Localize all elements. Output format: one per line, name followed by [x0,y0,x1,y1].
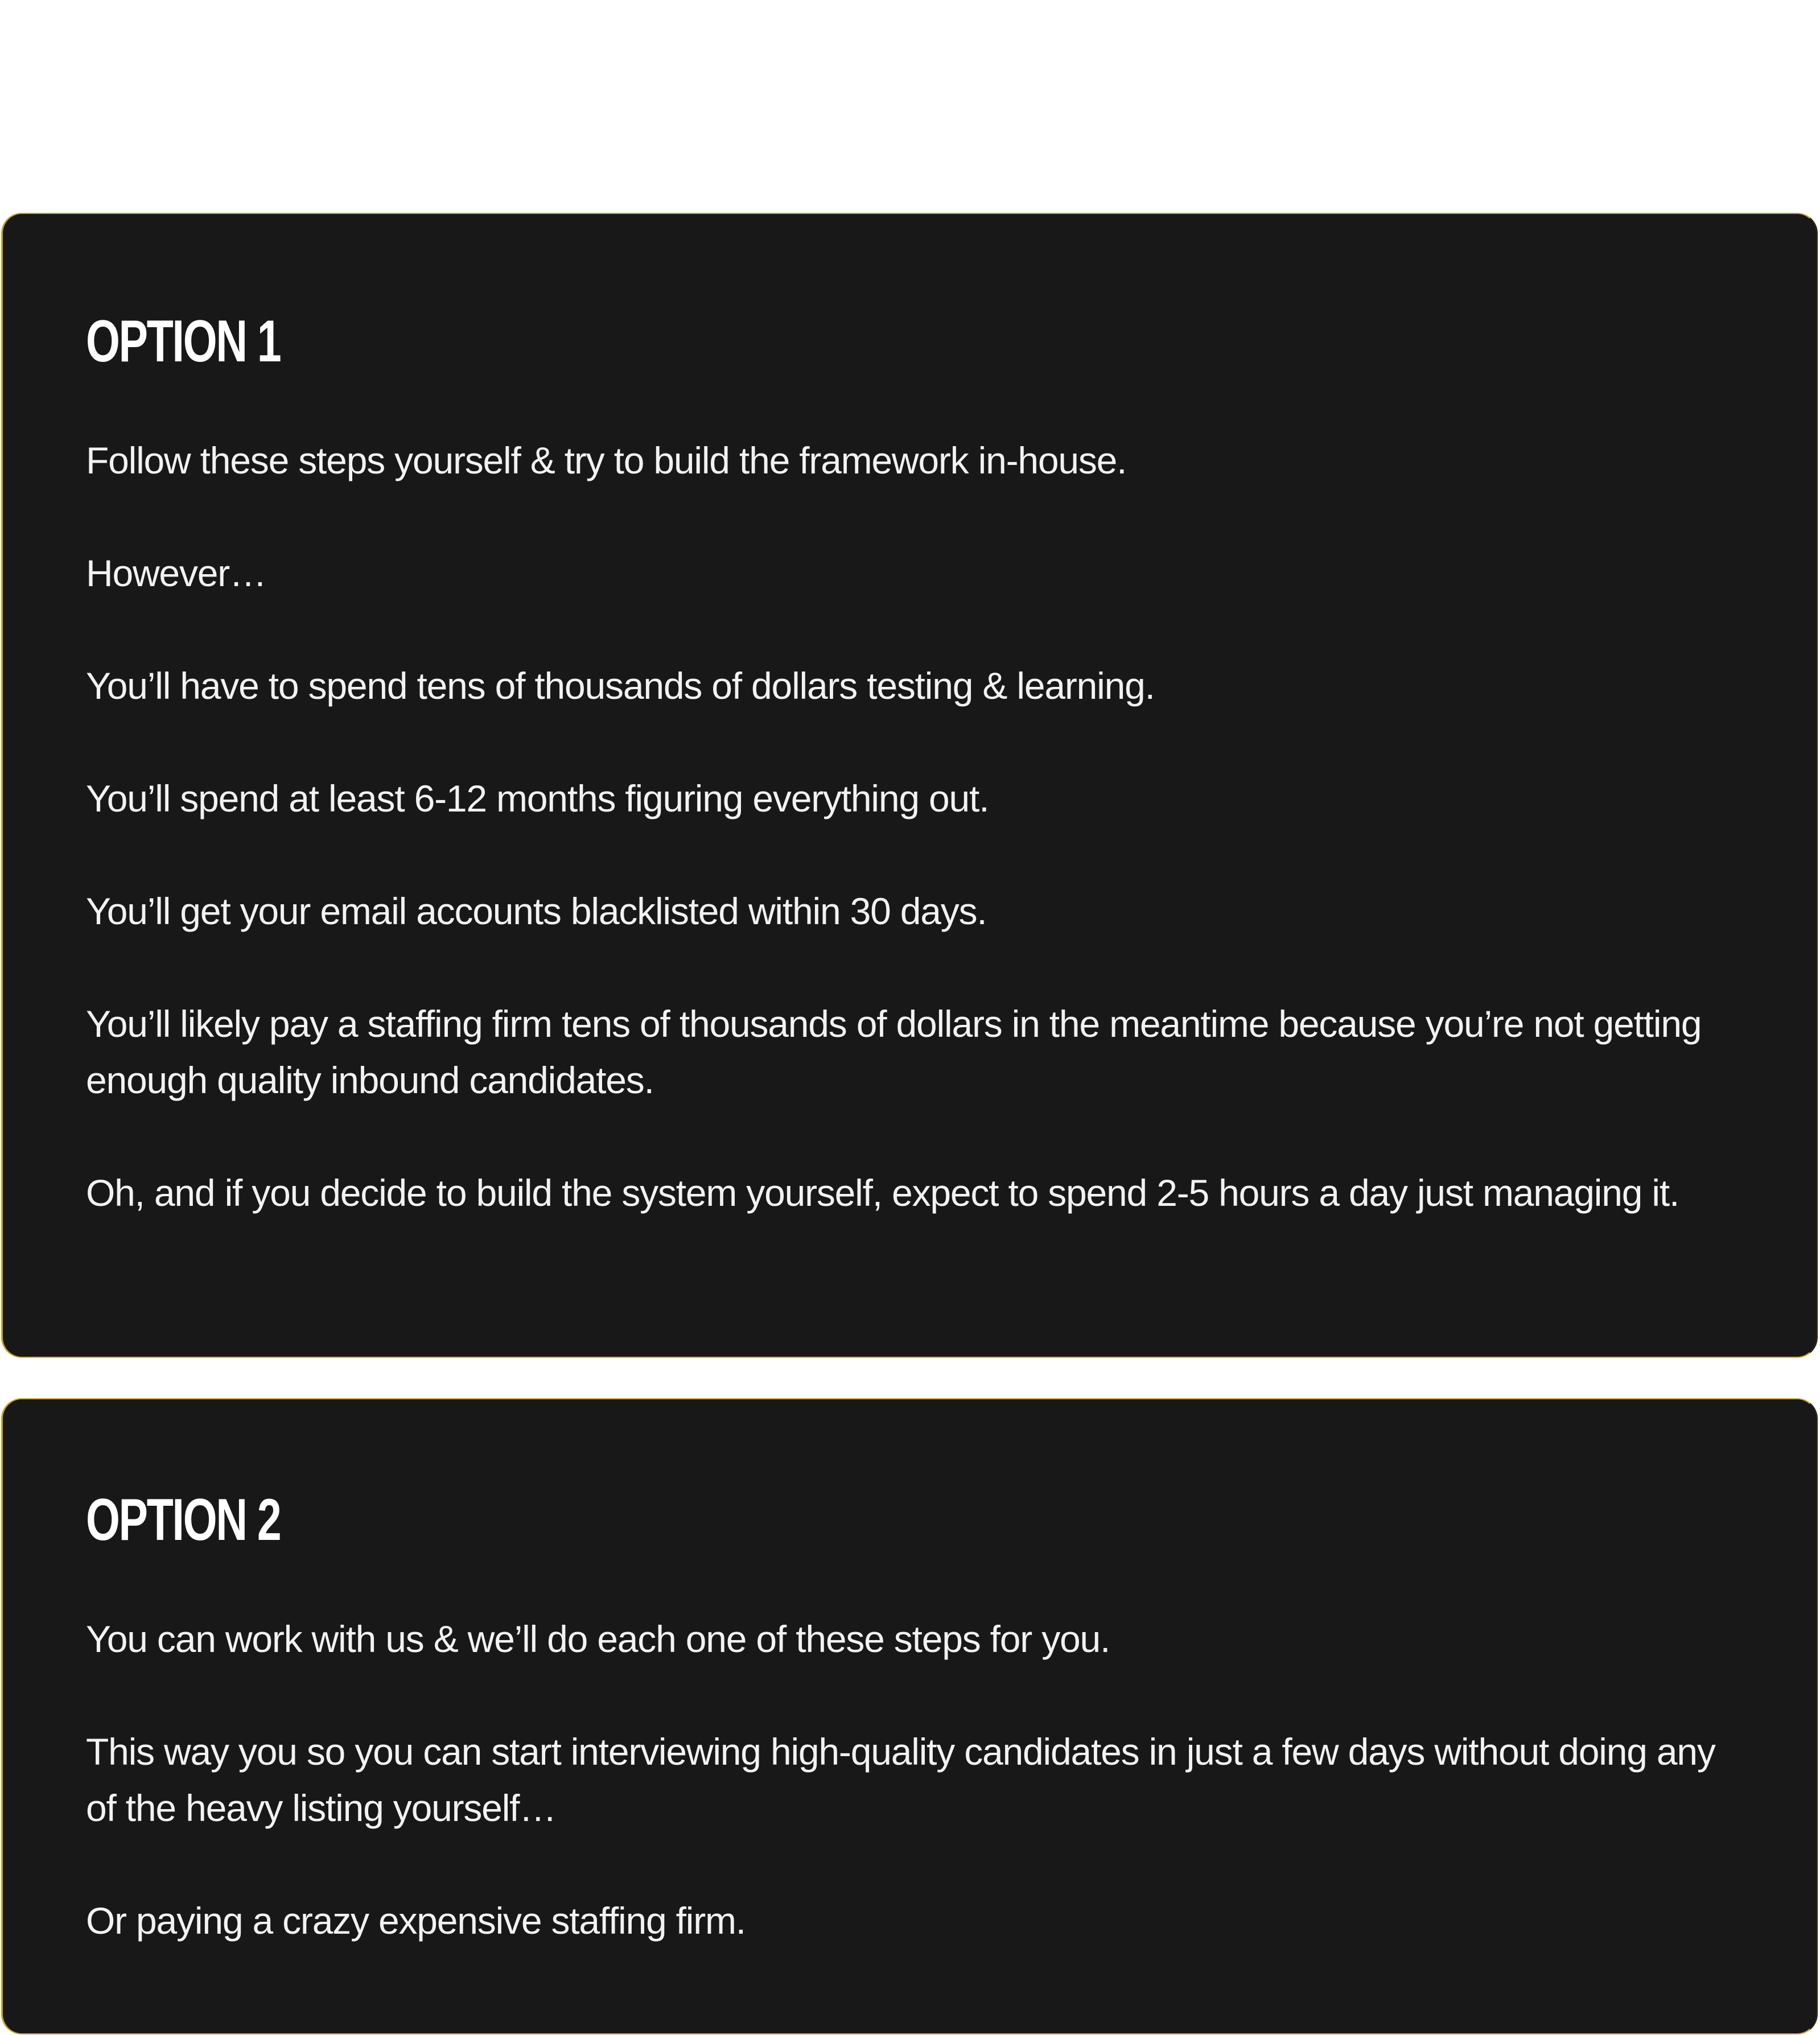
option-1-title: OPTION 1 [86,308,281,374]
option-2-paragraph: You can work with us & we’ll do each one of these steps for you. [86,1618,1110,1660]
option-1-paragraph: However… [86,552,266,594]
option-2-paragraph: Or paying a crazy expensive staffing firm. [86,1900,746,1942]
option-2-paragraph: This way you so you can start interviewing high-quality candidates in just a few days without doing any of the heavy listing yourself… [86,1731,1715,1829]
option-1-paragraph: Follow these steps yourself & try to build the framework in-house. [86,439,1127,481]
option-1-card [1,213,1818,1358]
option-1-paragraph: Oh, and if you decide to build the system yourself, expect to spend 2-5 hours a day just managing it. [86,1172,1679,1214]
option-1-paragraph: You’ll spend at least 6-12 months figuring everything out. [86,777,989,819]
option-1-paragraph: You’ll have to spend tens of thousands of dollars testing & learning. [86,665,1155,707]
option-1-body [86,432,1733,1221]
option-2-card [1,1398,1818,2034]
option-2-title: OPTION 2 [86,1487,281,1553]
option-1-paragraph: You’ll get your email accounts blacklisted within 30 days. [86,890,987,932]
option-2-body [86,1611,1733,1949]
option-1-paragraph: You’ll likely pay a staffing firm tens of thousands of dollars in the meantime because you’re not getting enough quality inbound candidates. [86,1003,1702,1101]
